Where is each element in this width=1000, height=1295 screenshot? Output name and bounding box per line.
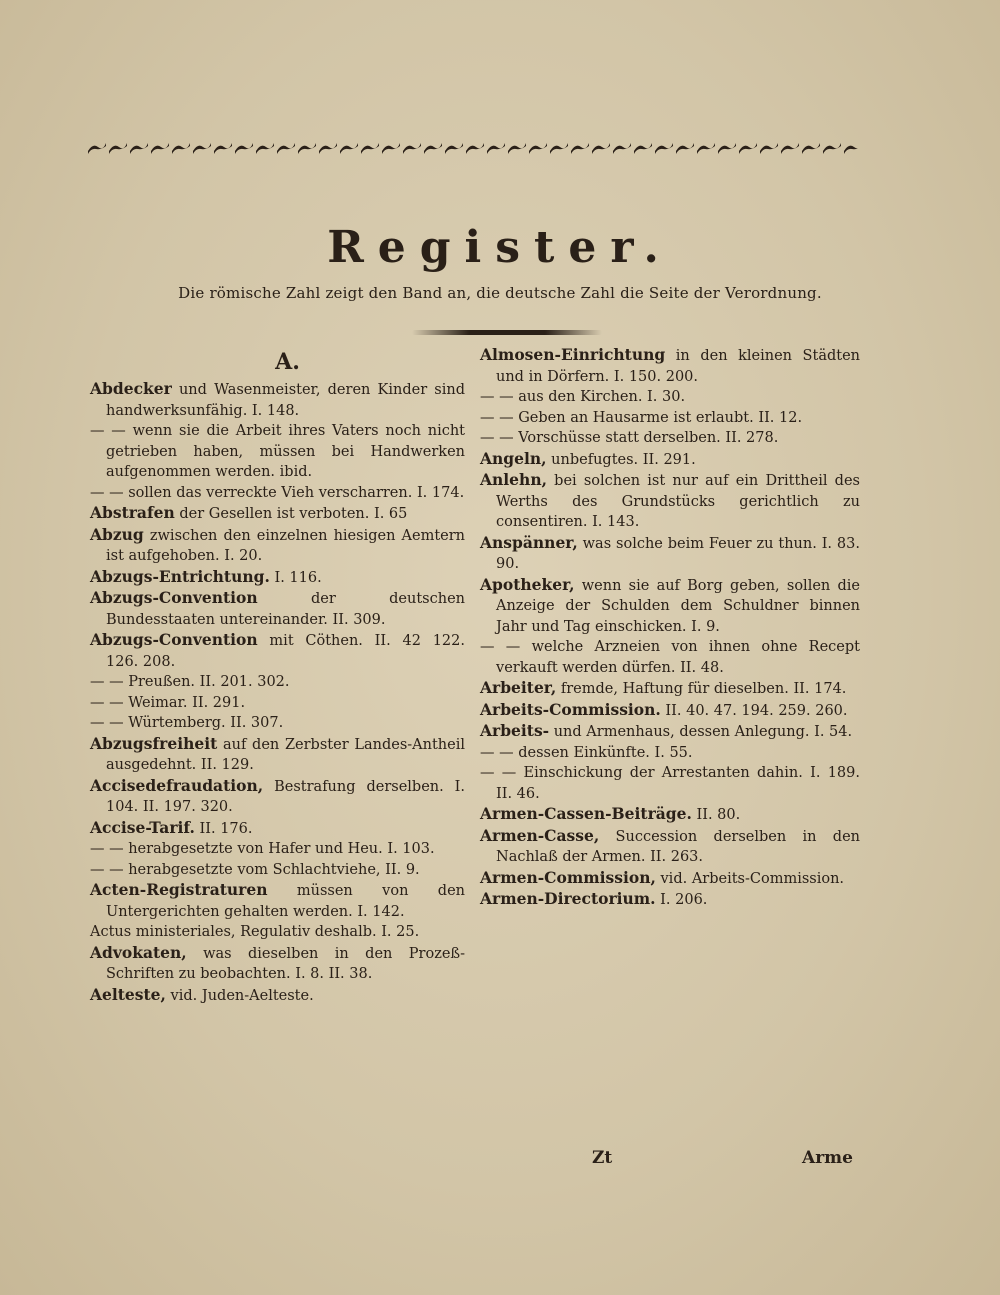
ornament-stroke [655,143,673,154]
ornament-stroke [172,143,190,154]
entry-text: bei solchen ist nur auf ein Drittheil des Werths des Grundstücks gerichtlich zu consentiren. I. 143. [496,473,860,530]
register-entry [90,985,465,1007]
register-entry [480,470,860,533]
register-entry [480,826,860,868]
register-entry [480,449,860,471]
entry-text: und Armenhaus, dessen Anlegung. I. 54. [549,724,853,740]
register-entry [480,868,860,890]
ornament-stroke [634,143,652,154]
ornament-stroke [256,143,274,154]
entry-text: wenn sie auf Borg geben, sollen die Anzeige der Schulden dem Schuldner binnen Jahr und Tag einschicken. I. 9. [496,577,860,635]
entry-text: — — Geben an Hausarme ist erlaubt. II. 12. [480,409,803,426]
entry-text: und Wasenmeister, deren Kinder sind handwerksunfähig. I. 148. [106,382,465,419]
register-entry [480,700,860,722]
left-column [90,345,465,1006]
register-entry [480,408,860,429]
page-title: Register. [327,222,673,273]
register-entry [480,763,860,804]
entry-keyword: Anlehn, [480,470,547,489]
ornament-stroke [739,143,757,154]
entry-text: — — aus den Kirchen. I. 30. [480,389,686,405]
ornament-stroke [676,143,694,154]
signature-mark: Zt [592,1148,613,1168]
entry-text: Bestrafung derselben. I. 104. II. 197. 320. [106,778,465,815]
section-letter: A. [275,349,300,375]
entry-keyword: Abstrafen [90,503,175,522]
ornament-stroke [718,143,736,154]
entry-text: — — Weimar. II. 291. [90,694,246,711]
entry-keyword: Abzugsfreiheit [90,733,218,753]
page-subtitle: Die römische Zahl zeigt den Band an, die deutsche Zahl die Seite der Verordnung. [178,284,822,302]
entry-text: — — dessen Einkünfte. I. 55. [480,744,693,761]
ornament-stroke [361,143,379,154]
entry-keyword: Arbeits- [480,721,550,740]
ornament-stroke [403,143,421,154]
register-entry [480,428,860,449]
register-entry [90,672,465,693]
entry-keyword: Armen-Cassen-Beiträge. [480,804,692,823]
entry-text: zwischen den einzelnen hiesigen Aemtern ist aufgehoben. I. 20. [106,527,465,564]
register-entry [90,567,465,589]
ornament-stroke [823,143,841,154]
entry-text: II. 40. 47. 194. 259. 260. [660,702,848,719]
ornament-stroke [529,143,547,154]
register-entry [90,880,465,922]
ornament-stroke [781,143,799,154]
entry-text: I. 116. [269,569,322,586]
entry-text: Actus ministeriales, Regulativ deshalb. I. 25. [90,924,420,940]
ornament-stroke [130,143,148,154]
entry-keyword: Abzugs-Convention [90,588,258,607]
entry-text: was solche beim Feuer zu thun. I. 83. 90. [496,535,860,572]
entry-text: — — herabgesetzte vom Schlachtviehe, II. 9. [90,861,420,878]
ornament-stroke [382,143,400,154]
ornament-stroke [151,143,169,154]
register-entry [90,818,465,840]
ornament-stroke [592,143,610,154]
entry-keyword: Armen-Commission, [480,867,656,887]
register-entry [90,839,465,860]
page-footer [0,1148,1000,1178]
ornament-stroke [445,143,463,154]
left-entry-list [90,379,465,1006]
ornament-stroke [571,143,589,154]
entry-text: auf den Zerbster Landes-Antheil ausgedehnt. II. 129. [106,736,465,773]
ornament-stroke [760,143,778,154]
ornament-stroke [193,143,211,154]
register-entry [90,943,465,985]
entry-text: vid. Arbeits-Commission. [655,870,845,887]
entry-text: in den kleinen Städten und in Dörfern. I. 150. 200. [496,348,860,385]
entry-keyword: Abdecker [90,379,172,398]
entry-text: fremde, Haftung für dieselben. II. 174. [556,681,847,697]
entry-keyword: Angeln, [480,448,547,468]
entry-text: I. 206. [655,892,708,908]
register-entry [90,713,465,734]
entry-text: müssen von den Untergerichten gehalten werden. I. 142. [106,883,465,920]
register-entry [90,483,465,504]
ornament-stroke [109,143,127,154]
entry-keyword: Advokaten, [90,942,187,962]
entry-text: der deutschen Bundesstaaten untereinander. II. 309. [106,591,465,628]
entry-keyword: Armen-Directorium. [480,889,656,908]
entry-text: — — herabgesetzte von Hafer und Heu. I. 103. [90,841,435,857]
register-entry [90,734,465,776]
ornament-stroke [487,143,505,154]
register-entry [480,743,860,764]
register-entry [90,588,465,630]
register-entry [90,860,465,881]
register-entry [480,575,860,638]
entry-text: Succession derselben in den Nachlaß der Armen. II. 263. [496,828,860,865]
ornament-stroke [508,143,526,154]
register-entry [480,345,860,387]
entry-keyword: Arbeiter, [480,678,557,697]
register-entry [480,637,860,678]
register-entry [90,776,465,818]
entry-keyword: Anspänner, [480,532,578,552]
title-divider [412,330,602,335]
catchword: Arme [802,1148,853,1168]
entry-keyword: Almosen-Einrichtung [480,345,666,364]
entry-text: — — Würtemberg. II. 307. [90,715,284,731]
entry-keyword: Abzug [90,524,144,544]
ornament-stroke [298,143,316,154]
entry-text: — — sollen das verreckte Vieh verscharren. I. 174. [90,484,465,501]
ornament-stroke [319,143,337,154]
entry-text: mit Cöthen. II. 42 122. 126. 208. [106,633,465,670]
ornament-stroke [340,143,358,154]
entry-keyword: Armen-Casse, [480,825,600,845]
entry-keyword: Acten-Registraturen [90,880,268,899]
register-entry [90,503,465,525]
register-entry [480,387,860,408]
register-entry [480,721,860,743]
entry-text: vid. Juden-Aelteste. [165,987,314,1004]
ornament-rule [88,132,858,162]
right-entry-list [480,345,860,911]
ornament-stroke [697,143,715,154]
entry-text: unbefugtes. II. 291. [546,451,696,468]
register-entry [480,678,860,700]
register-entry [90,421,465,483]
ornament-stroke [88,143,106,154]
entry-keyword: Accise-Tarif. [90,817,195,837]
ornament-stroke [613,143,631,154]
entry-text: — — welche Arzneien von ihnen ohne Recept verkauft werden dürfen. II. 48. [480,639,860,676]
entry-text: — — Preußen. II. 201. 302. [90,674,290,690]
entry-keyword: Arbeits-Commission. [480,699,661,719]
entry-keyword: Abzugs-Entrichtung. [90,566,270,586]
register-entry [90,922,465,943]
ornament-stroke [844,143,858,154]
register-entry [480,533,860,575]
entry-text: der Gesellen ist verboten. I. 65 [174,506,408,522]
ornament-stroke [277,143,295,154]
entry-text: — — Einschickung der Arrestanten dahin. I. 189. II. 46. [480,765,860,802]
register-entry [90,630,465,672]
ornament-stroke [466,143,484,154]
right-column [480,345,860,911]
register-entry [90,525,465,567]
entry-keyword: Accisedefraudation, [90,775,264,795]
register-entry [480,804,860,826]
entry-keyword: Abzugs-Convention [90,630,258,649]
ornament-stroke [802,143,820,154]
entry-keyword: Apotheker, [480,574,575,594]
ornament-stroke [214,143,232,154]
entry-keyword: Aelteste, [90,984,166,1004]
register-entry [90,693,465,714]
entry-text: II. 176. [194,820,253,837]
entry-text: II. 80. [691,807,741,823]
entry-text: — — Vorschüsse statt derselben. II. 278. [480,430,779,446]
entry-text: — — wenn sie die Arbeit ihres Vaters noch nicht getrieben haben, müssen bei Handwerken aufgenommen werden. ibid. [90,423,465,480]
register-entry [90,379,465,421]
ornament-stroke [235,143,253,154]
register-entry [480,889,860,911]
entry-text: was dieselben in den Prozeß-Schriften zu beobachten. I. 8. II. 38. [106,945,465,982]
ornament-stroke [424,143,442,154]
ornament-stroke [550,143,568,154]
